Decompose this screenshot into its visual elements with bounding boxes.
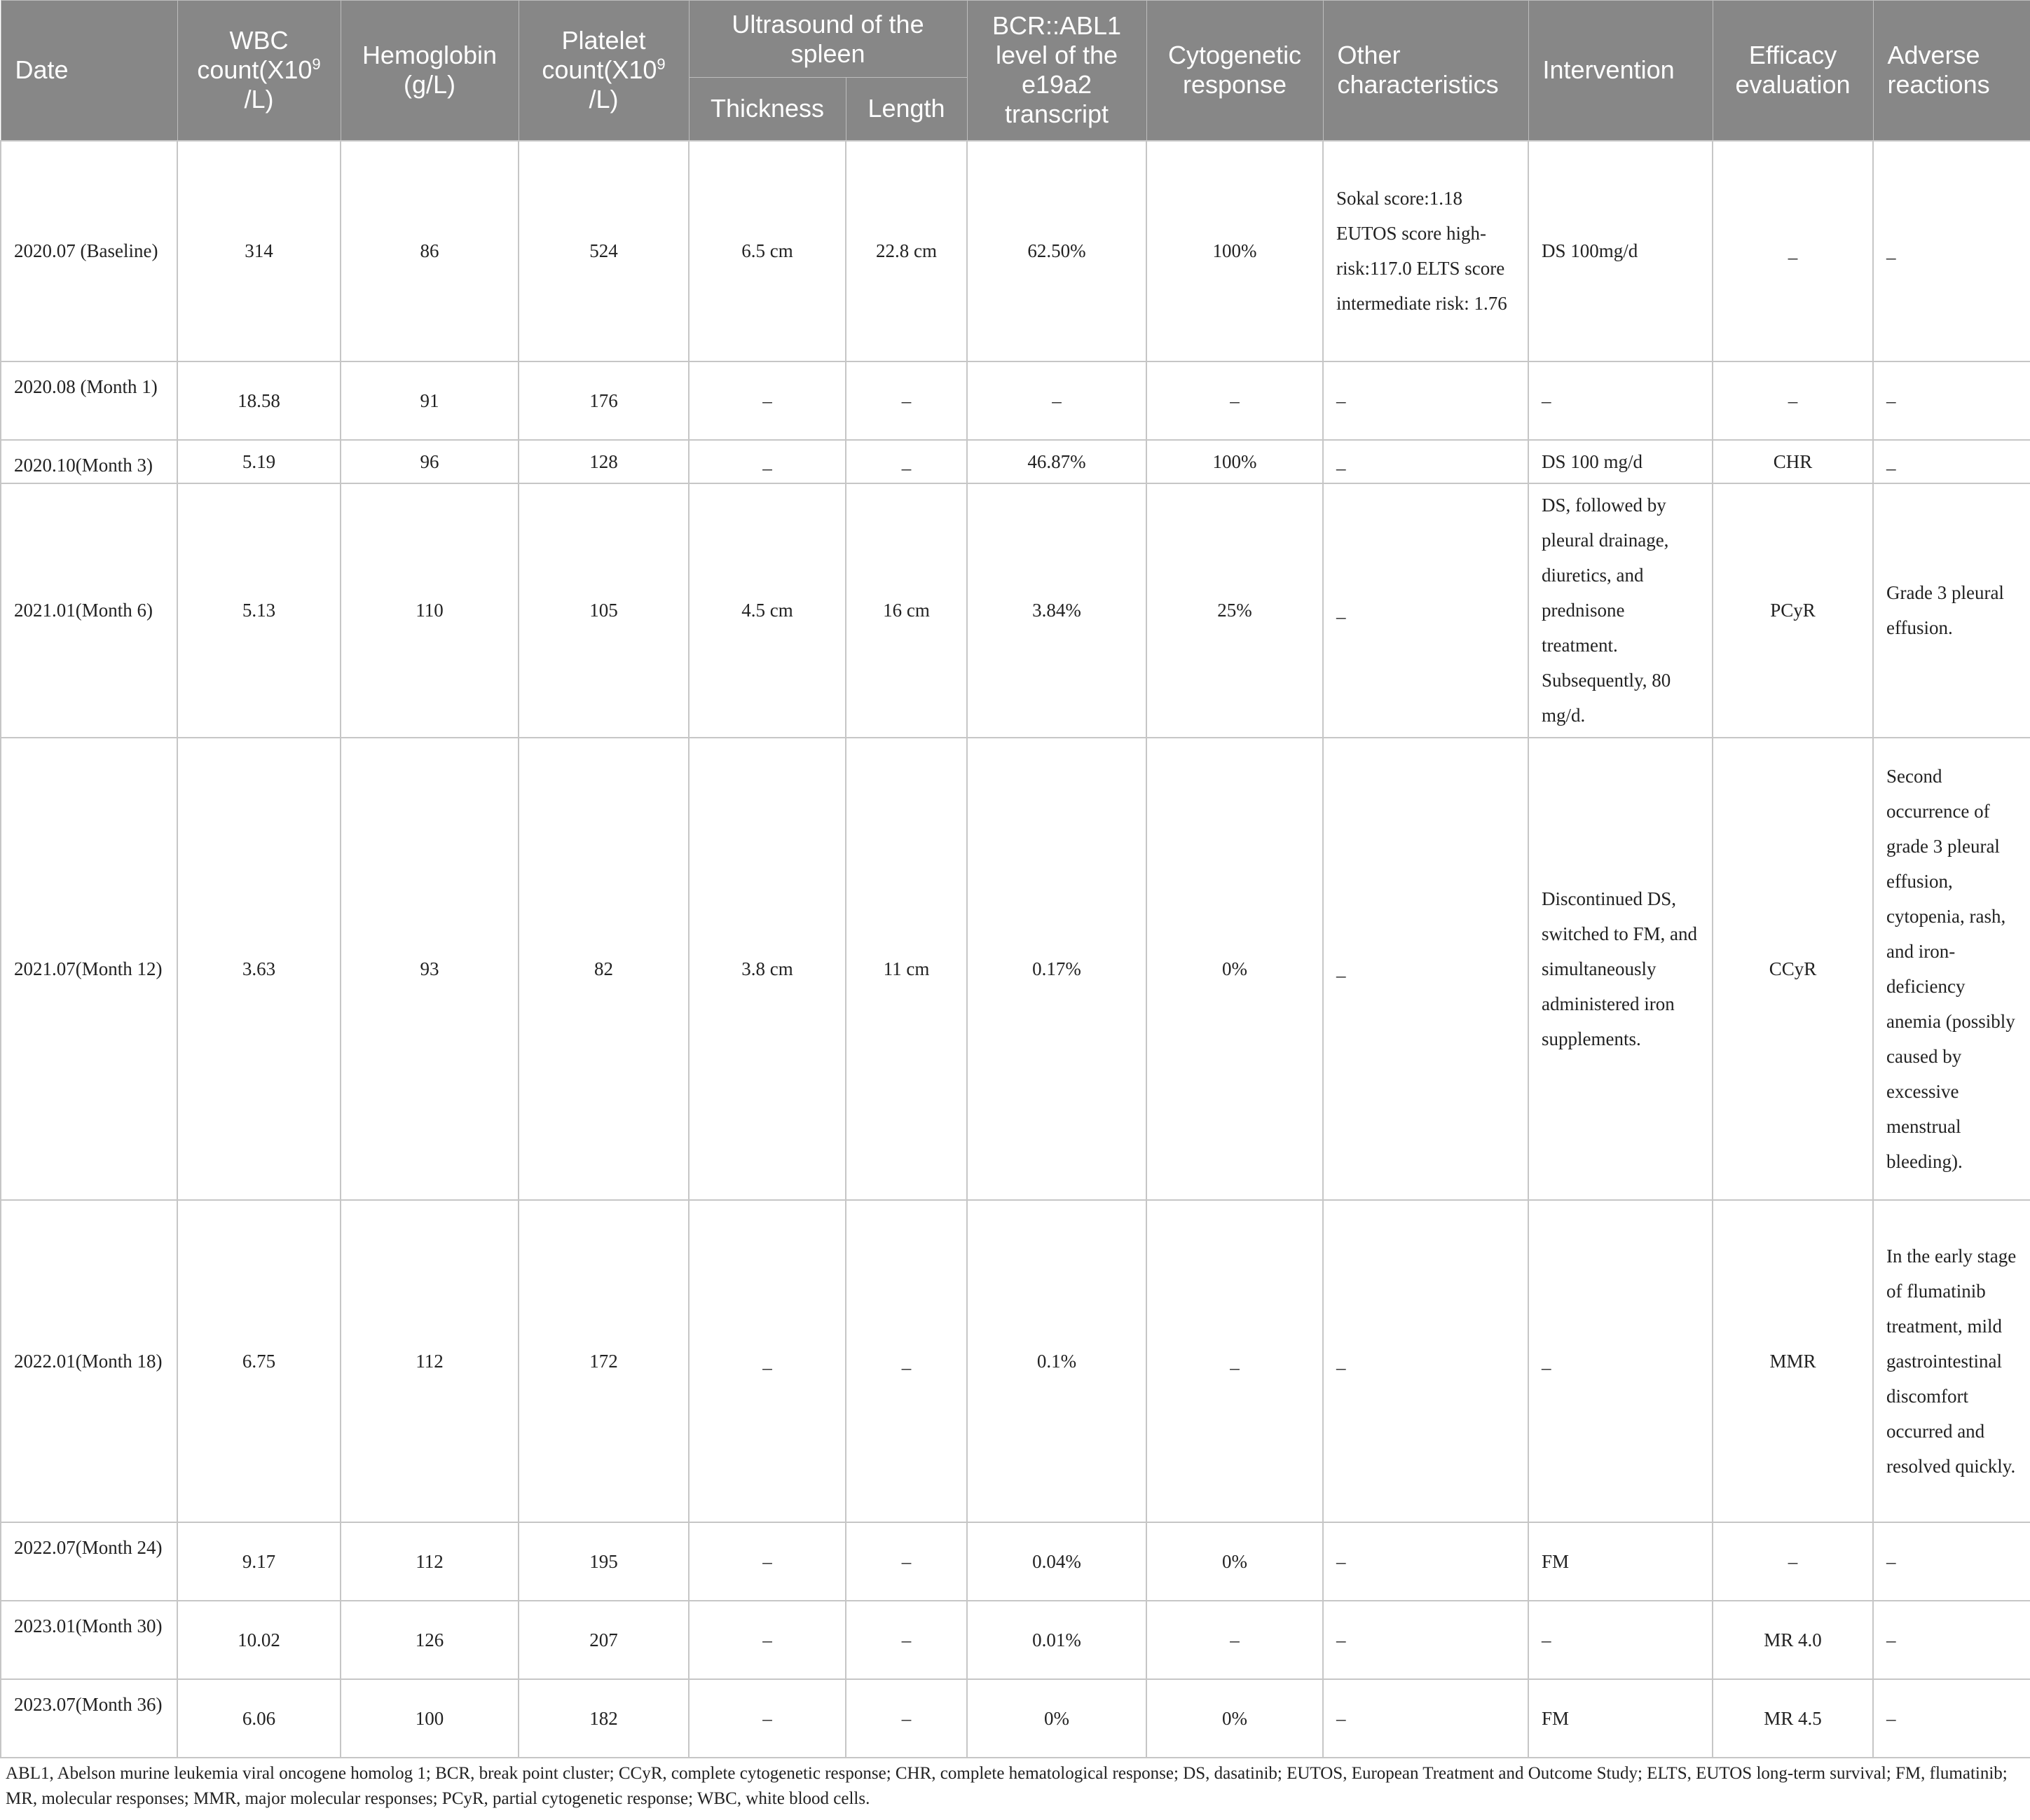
cell-platelet-text: 182 — [589, 1707, 618, 1729]
cell-platelet-text: 195 — [589, 1550, 618, 1572]
cell-adverse-text: – — [1886, 1550, 1896, 1572]
cell-spleen-thickness — [689, 1601, 846, 1679]
cell-cytogenetic — [1146, 1522, 1323, 1601]
cell-other — [1323, 1601, 1528, 1679]
cell-wbc-text: 5.13 — [242, 600, 276, 621]
cell-spleen-length-text: – — [901, 389, 912, 411]
table-row — [1, 738, 2030, 1200]
cell-date-text: 2022.07(Month 24) — [14, 1536, 163, 1558]
cell-intervention — [1528, 738, 1713, 1200]
cell-spleen-thickness — [689, 1200, 846, 1522]
cell-hemoglobin-text: 91 — [420, 389, 439, 411]
cell-intervention — [1528, 1522, 1713, 1601]
cell-date-text: 2023.01(Month 30) — [14, 1615, 163, 1636]
header-wbc-text: WBC count(X10 — [197, 26, 313, 85]
cell-cytogenetic — [1146, 1679, 1323, 1758]
cell-spleen-thickness-text: – — [762, 1629, 772, 1650]
cell-hemoglobin — [341, 1679, 519, 1758]
cell-platelet — [519, 1601, 689, 1679]
cell-wbc-text: 9.17 — [242, 1550, 276, 1572]
cell-date — [1, 738, 177, 1200]
cell-adverse — [1873, 1601, 2030, 1679]
cell-date-text: 2021.07(Month 12) — [14, 958, 163, 979]
cell-spleen-length — [846, 361, 967, 440]
cell-other — [1323, 1522, 1528, 1601]
cell-spleen-length-text: _ — [901, 1350, 912, 1372]
cell-other — [1323, 361, 1528, 440]
cell-spleen-length-text: 22.8 cm — [876, 240, 937, 261]
cell-efficacy — [1713, 1679, 1873, 1758]
cell-cytogenetic-text: – — [1230, 1629, 1240, 1650]
cell-intervention-text: – — [1542, 389, 1551, 411]
cell-date — [1, 361, 177, 440]
header-intervention: Intervention — [1528, 1, 1713, 141]
cell-efficacy-text: _ — [1788, 240, 1798, 261]
table-row — [1, 361, 2030, 440]
cell-date-text: 2022.01(Month 18) — [14, 1350, 163, 1372]
cell-platelet — [519, 1200, 689, 1522]
header-ultrasound: Ultrasound of the spleen — [689, 1, 967, 78]
cell-bcr-abl1-text: 0.1% — [1036, 1350, 1077, 1372]
header-platelet-exponent: 9 — [657, 55, 666, 74]
cell-efficacy-text: PCyR — [1770, 600, 1816, 621]
cell-spleen-thickness — [689, 483, 846, 738]
cell-spleen-thickness-text: 6.5 cm — [741, 240, 793, 261]
cell-wbc — [177, 1601, 341, 1679]
cell-date-text: 2020.08 (Month 1) — [14, 375, 158, 397]
cell-cytogenetic-text: 25% — [1217, 600, 1252, 621]
cell-efficacy-text: – — [1788, 389, 1798, 411]
cell-date — [1, 1679, 177, 1758]
cell-hemoglobin-text: 110 — [416, 600, 444, 621]
cell-other-text: _ — [1336, 600, 1346, 621]
cell-wbc-text: 10.02 — [238, 1629, 280, 1650]
cell-date — [1, 141, 177, 361]
cell-date-text: 2020.07 (Baseline) — [14, 240, 158, 261]
cell-other-text: – — [1336, 1707, 1346, 1729]
cell-adverse — [1873, 738, 2030, 1200]
cell-platelet-text: 128 — [589, 450, 618, 472]
cell-bcr-abl1 — [967, 1522, 1146, 1601]
cell-intervention — [1528, 1200, 1713, 1522]
cell-spleen-thickness-text: – — [762, 1550, 772, 1572]
cell-hemoglobin-text: 86 — [420, 240, 439, 261]
cell-hemoglobin-text: 93 — [420, 958, 439, 979]
cell-bcr-abl1-text: 0.04% — [1032, 1550, 1081, 1572]
cell-adverse-text: Second occurrence of grade 3 pleural effusion, cytopenia, rash, and iron-deficiency anemia (possibly caused by excessive menstrual bleeding). — [1886, 765, 2015, 1172]
header-length: Length — [846, 78, 967, 141]
cell-intervention-text: FM — [1542, 1707, 1570, 1729]
cell-spleen-thickness-text: _ — [762, 1350, 772, 1372]
cell-intervention-text: DS 100 mg/d — [1542, 450, 1643, 472]
cell-other — [1323, 483, 1528, 738]
cell-spleen-length — [846, 141, 967, 361]
cell-intervention — [1528, 440, 1713, 483]
cell-bcr-abl1 — [967, 141, 1146, 361]
table-footnote: ABL1, Abelson murine leukemia viral oncogene homolog 1; BCR, break point cluster; CCyR, complete cytogenetic response; CHR, complete hematological response; DS, dasatinib; EUTOS, European Treatment and Outcome Study; ELTS, EUTOS long-term survival; FM, flumatinib; MR, molecular responses; MMR, major molecular responses; PCyR, partial cytogenetic response; WBC, white blood cells. — [6, 1764, 2008, 1808]
cell-platelet — [519, 1679, 689, 1758]
cell-other — [1323, 440, 1528, 483]
cell-bcr-abl1-text: – — [1052, 389, 1062, 411]
cell-efficacy — [1713, 141, 1873, 361]
cell-hemoglobin-text: 96 — [420, 450, 439, 472]
cell-spleen-length — [846, 1679, 967, 1758]
cell-other — [1323, 1200, 1528, 1522]
cell-other-text: _ — [1336, 958, 1346, 979]
cell-intervention-text: FM — [1542, 1550, 1570, 1572]
cell-other-text: – — [1336, 389, 1346, 411]
cell-bcr-abl1 — [967, 1679, 1146, 1758]
cell-wbc — [177, 1522, 341, 1601]
cell-efficacy-text: – — [1788, 1550, 1798, 1572]
cell-date — [1, 483, 177, 738]
cell-hemoglobin — [341, 738, 519, 1200]
cell-spleen-thickness — [689, 1679, 846, 1758]
cell-spleen-length — [846, 483, 967, 738]
cell-bcr-abl1-text: 0.17% — [1032, 958, 1081, 979]
cell-platelet — [519, 440, 689, 483]
table-row — [1, 1601, 2030, 1679]
cell-spleen-thickness-text: 3.8 cm — [741, 958, 793, 979]
cell-adverse-text: In the early stage of flumatinib treatment, mild gastrointestinal discomfort occurred and resolved quickly. — [1886, 1245, 2017, 1477]
cell-platelet-text: 172 — [589, 1350, 618, 1372]
cell-efficacy — [1713, 361, 1873, 440]
cell-intervention — [1528, 361, 1713, 440]
cell-cytogenetic — [1146, 440, 1323, 483]
table-row — [1, 1679, 2030, 1758]
cell-platelet-text: 105 — [589, 600, 618, 621]
cell-cytogenetic-text: 0% — [1222, 1707, 1248, 1729]
table-body — [1, 141, 2030, 1758]
cell-hemoglobin-text: 100 — [415, 1707, 444, 1729]
table-header — [1, 1, 2030, 141]
cell-wbc-text: 6.75 — [242, 1350, 276, 1372]
cell-efficacy — [1713, 1522, 1873, 1601]
cell-bcr-abl1 — [967, 440, 1146, 483]
table-row — [1, 1200, 2030, 1522]
header-wbc-unit: /L) — [244, 85, 274, 114]
cell-cytogenetic — [1146, 361, 1323, 440]
table-row — [1, 141, 2030, 361]
cell-hemoglobin — [341, 141, 519, 361]
cell-bcr-abl1 — [967, 1200, 1146, 1522]
cell-spleen-length-text: _ — [901, 450, 912, 472]
cell-hemoglobin-text: 126 — [415, 1629, 444, 1650]
header-platelet — [519, 1, 689, 141]
table-row — [1, 440, 2030, 483]
cell-platelet-text: 82 — [594, 958, 613, 979]
cell-efficacy-text: CHR — [1773, 450, 1813, 472]
cell-efficacy-text: MR 4.0 — [1764, 1629, 1822, 1650]
cell-spleen-thickness-text: 4.5 cm — [741, 600, 793, 621]
cell-date-text: 2021.01(Month 6) — [14, 600, 153, 621]
header-wbc — [177, 1, 341, 141]
cell-efficacy — [1713, 483, 1873, 738]
cell-platelet — [519, 141, 689, 361]
cell-adverse-text: – — [1886, 389, 1896, 411]
cell-efficacy — [1713, 738, 1873, 1200]
header-platelet-unit: /L) — [589, 85, 619, 114]
cell-hemoglobin — [341, 440, 519, 483]
cell-intervention-text: – — [1542, 1629, 1551, 1650]
cell-bcr-abl1 — [967, 361, 1146, 440]
cell-hemoglobin-text: 112 — [416, 1550, 444, 1572]
cell-spleen-thickness — [689, 141, 846, 361]
cell-adverse-text: – — [1886, 1629, 1896, 1650]
cell-adverse — [1873, 440, 2030, 483]
cell-cytogenetic — [1146, 1601, 1323, 1679]
cell-spleen-length — [846, 1601, 967, 1679]
cell-cytogenetic-text: _ — [1230, 1350, 1240, 1372]
cell-spleen-length-text: – — [901, 1550, 912, 1572]
cell-efficacy-text: CCyR — [1769, 958, 1817, 979]
cell-date-text: 2023.07(Month 36) — [14, 1693, 163, 1715]
cell-cytogenetic — [1146, 141, 1323, 361]
cell-cytogenetic-text: 100% — [1212, 240, 1257, 261]
cell-hemoglobin — [341, 361, 519, 440]
cell-hemoglobin — [341, 483, 519, 738]
cell-spleen-thickness — [689, 1522, 846, 1601]
cell-wbc — [177, 1200, 341, 1522]
cell-intervention — [1528, 1679, 1713, 1758]
cell-bcr-abl1 — [967, 483, 1146, 738]
cell-cytogenetic — [1146, 483, 1323, 738]
cell-intervention-text: DS 100mg/d — [1542, 240, 1638, 261]
cell-bcr-abl1-text: 0% — [1044, 1707, 1070, 1729]
header-adverse: Adverse reactions — [1873, 1, 2030, 141]
cell-hemoglobin-text: 112 — [416, 1350, 444, 1372]
header-date: Date — [1, 1, 177, 141]
cell-other — [1323, 738, 1528, 1200]
cell-efficacy-text: MMR — [1769, 1350, 1816, 1372]
cell-wbc-text: 314 — [245, 240, 273, 261]
cell-efficacy — [1713, 440, 1873, 483]
cell-bcr-abl1-text: 3.84% — [1032, 600, 1081, 621]
header-bcr-abl1: BCR::ABL1 level of the e19a2 transcript — [967, 1, 1146, 141]
cell-wbc-text: 6.06 — [242, 1707, 276, 1729]
cell-spleen-length-text: – — [901, 1707, 912, 1729]
cell-intervention-text: DS, followed by pleural drainage, diuretics, and prednisone treatment. Subsequently, 80 mg/d. — [1542, 495, 1671, 726]
cell-adverse — [1873, 1200, 2030, 1522]
cell-adverse — [1873, 141, 2030, 361]
cell-bcr-abl1-text: 46.87% — [1027, 450, 1086, 472]
header-platelet-text: Platelet count(X10 — [542, 26, 657, 85]
cell-wbc-text: 18.58 — [238, 389, 280, 411]
cell-other-text: _ — [1336, 1350, 1346, 1372]
cell-adverse — [1873, 1679, 2030, 1758]
cell-date — [1, 1522, 177, 1601]
cell-spleen-length — [846, 440, 967, 483]
cell-bcr-abl1-text: 62.50% — [1027, 240, 1086, 261]
cell-intervention — [1528, 141, 1713, 361]
cell-other-text: _ — [1336, 450, 1346, 472]
cell-platelet-text: 176 — [589, 389, 618, 411]
table-row — [1, 1522, 2030, 1601]
cell-adverse-text: – — [1886, 1707, 1896, 1729]
header-other: Other characteristics — [1323, 1, 1528, 141]
cell-bcr-abl1 — [967, 738, 1146, 1200]
cell-cytogenetic — [1146, 738, 1323, 1200]
cell-spleen-length-text: – — [901, 1629, 912, 1650]
cell-platelet — [519, 361, 689, 440]
cell-wbc — [177, 1679, 341, 1758]
cell-adverse — [1873, 361, 2030, 440]
cell-wbc — [177, 738, 341, 1200]
cell-intervention — [1528, 483, 1713, 738]
cell-adverse — [1873, 483, 2030, 738]
cell-efficacy-text: MR 4.5 — [1764, 1707, 1822, 1729]
cell-other — [1323, 1679, 1528, 1758]
cell-hemoglobin — [341, 1601, 519, 1679]
cell-other-text: – — [1336, 1629, 1346, 1650]
cell-wbc — [177, 483, 341, 738]
cell-spleen-thickness — [689, 738, 846, 1200]
cell-wbc — [177, 141, 341, 361]
cell-other-text: Sokal score:1.18 EUTOS score high-risk:117.0 ELTS score intermediate risk: 1.76 — [1336, 188, 1507, 314]
cell-platelet-text: 207 — [589, 1629, 618, 1650]
header-hemoglobin: Hemoglobin (g/L) — [341, 1, 519, 141]
table-row — [1, 483, 2030, 738]
cell-bcr-abl1 — [967, 1601, 1146, 1679]
cell-cytogenetic-text: 0% — [1222, 958, 1248, 979]
cell-date — [1, 440, 177, 483]
cell-cytogenetic-text: 0% — [1222, 1550, 1248, 1572]
cell-date-text: 2020.10(Month 3) — [14, 454, 153, 476]
cell-other-text: – — [1336, 1550, 1346, 1572]
cell-intervention-text: Discontinued DS, switched to FM, and simultaneously administered iron supplements. — [1542, 888, 1698, 1049]
cell-date — [1, 1601, 177, 1679]
cell-adverse-text: _ — [1886, 450, 1896, 472]
header-wbc-exponent: 9 — [312, 55, 321, 74]
cell-adverse — [1873, 1522, 2030, 1601]
cell-spleen-thickness-text: _ — [762, 450, 772, 472]
cell-cytogenetic-text: – — [1230, 389, 1240, 411]
cell-spleen-thickness — [689, 440, 846, 483]
cell-date — [1, 1200, 177, 1522]
cell-spleen-length-text: 16 cm — [883, 600, 930, 621]
header-thickness: Thickness — [689, 78, 846, 141]
header-efficacy: Efficacy evaluation — [1713, 1, 1873, 141]
cell-spleen-thickness-text: – — [762, 389, 772, 411]
cell-intervention-text: _ — [1542, 1350, 1551, 1372]
cell-hemoglobin — [341, 1522, 519, 1601]
cell-platelet — [519, 483, 689, 738]
cell-wbc — [177, 440, 341, 483]
cell-efficacy — [1713, 1200, 1873, 1522]
cell-spleen-thickness-text: – — [762, 1707, 772, 1729]
cell-adverse-text: Grade 3 pleural effusion. — [1886, 582, 2004, 638]
header-cytogenetic: Cytogenetic response — [1146, 1, 1323, 141]
cell-intervention — [1528, 1601, 1713, 1679]
cell-spleen-length — [846, 738, 967, 1200]
cell-platelet — [519, 738, 689, 1200]
cell-spleen-thickness — [689, 361, 846, 440]
cell-wbc-text: 3.63 — [242, 958, 276, 979]
cell-cytogenetic-text: 100% — [1212, 450, 1257, 472]
cell-wbc-text: 5.19 — [242, 450, 276, 472]
cell-cytogenetic — [1146, 1200, 1323, 1522]
cell-other — [1323, 141, 1528, 361]
cell-hemoglobin — [341, 1200, 519, 1522]
cell-spleen-length-text: 11 cm — [883, 958, 930, 979]
cell-efficacy — [1713, 1601, 1873, 1679]
cell-platelet-text: 524 — [589, 240, 618, 261]
cell-adverse-text: _ — [1886, 240, 1896, 261]
cell-wbc — [177, 361, 341, 440]
cell-bcr-abl1-text: 0.01% — [1032, 1629, 1081, 1650]
cell-spleen-length — [846, 1200, 967, 1522]
cell-platelet — [519, 1522, 689, 1601]
cell-spleen-length — [846, 1522, 967, 1601]
